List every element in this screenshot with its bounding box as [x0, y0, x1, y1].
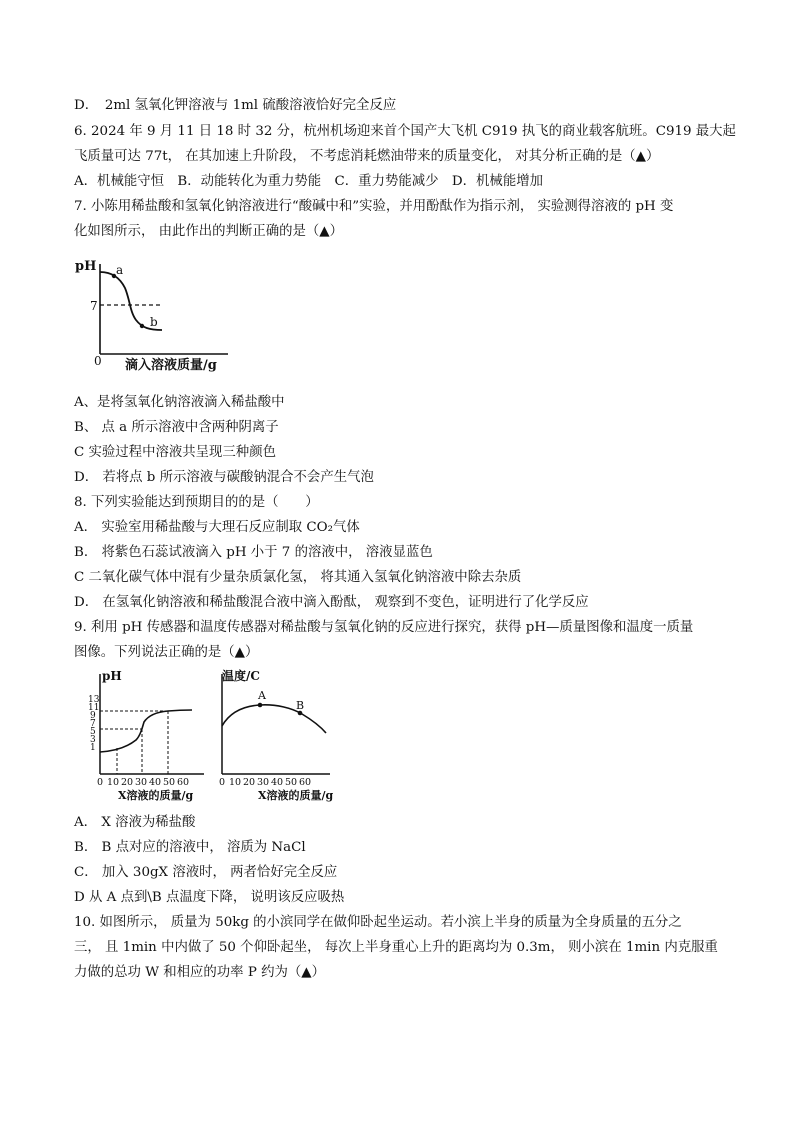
q8-option-d: D． 在氢氧化钠溶液和稀盐酸混合液中滴入酚酞， 观察到不变色，证明进行了化学反应	[74, 595, 589, 610]
q6-stem-line2: 飞质量可达 77t， 在其加速上升阶段， 不考虑消耗燃油带来的质量变化， 对其分析正确的是（▲）	[74, 149, 660, 164]
x-tick-50: 50	[285, 777, 298, 788]
x-tick-0: 0	[97, 777, 104, 788]
origin-label: 0	[94, 354, 102, 368]
q9-ph-graph	[80, 666, 210, 806]
q7-option-b: B、 点 a 所示溶液中含两种阴离子	[74, 420, 279, 435]
q10-stem-line3: 力做的总功 W 和相应的功率 P 约为（▲）	[74, 965, 325, 980]
q9-option-c: C． 加入 30gX 溶液时， 两者恰好完全反应	[74, 865, 338, 880]
x-tick-10: 10	[107, 777, 120, 788]
x-tick-60: 60	[299, 777, 312, 788]
x-tick-40: 40	[271, 777, 284, 788]
x-axis-label: X溶液的质量/g	[258, 789, 334, 802]
point-b-marker	[140, 324, 144, 328]
x-tick-10: 10	[229, 777, 242, 788]
y-tick-5: 5	[90, 727, 96, 737]
q7-option-c: C 实验过程中溶液共呈现三种颜色	[74, 445, 276, 460]
q7-stem-line1: 7. 小陈用稀盐酸和氢氧化钠溶液进行“酸碱中和”实验，并用酚酞作为指示剂， 实验测得溶液的 pH 变	[74, 199, 674, 214]
x-tick-30: 30	[135, 777, 148, 788]
q7-ph-curve-figure	[70, 252, 245, 372]
point-A-marker	[258, 703, 263, 708]
q10-stem-line2: 三， 且 1min 中内做了 50 个仰卧起坐， 每次上半身重心上升的距离均为 0.3m， 则小滨在 1min 内克服重	[74, 940, 718, 955]
y-tick-1: 1	[90, 743, 96, 753]
x-tick-0: 0	[219, 777, 226, 788]
q6-stem-line1: 6. 2024 年 9 月 11 日 18 时 32 分，杭州机场迎来首个国产大飞机 C919 执飞的商业载客航班。C919 最大起	[74, 124, 736, 139]
tick-7: 7	[90, 299, 98, 313]
q9-stem-line2: 图像。下列说法正确的是（▲）	[74, 645, 259, 660]
temperature-curve	[222, 705, 326, 733]
q8-option-b: B． 将紫色石蕊试液滴入 pH 小于 7 的溶液中， 溶液显蓝色	[74, 545, 433, 560]
q8-option-a: A． 实验室用稀盐酸与大理石反应制取 CO₂气体	[74, 520, 360, 535]
x-tick-50: 50	[163, 777, 176, 788]
q7-option-a: A、是将氢氧化钠溶液滴入稀盐酸中	[74, 395, 285, 410]
y-tick-3: 3	[90, 735, 96, 745]
x-tick-20: 20	[121, 777, 134, 788]
q5-option-d: D． 2ml 氢氧化钾溶液与 1ml 硫酸溶液恰好完全反应	[74, 98, 397, 113]
y-axis-label: pH	[102, 669, 122, 683]
y-axis-label: 温度/C	[222, 669, 260, 683]
q9-option-b: B． B 点对应的溶液中， 溶质为 NaCl	[74, 840, 306, 855]
q10-stem-line1: 10. 如图所示， 质量为 50kg 的小滨同学在做仰卧起坐运动。若小滨上半身的质量为全身质量的五分之	[74, 915, 682, 930]
x-tick-60: 60	[177, 777, 190, 788]
q8-stem: 8. 下列实验能达到预期目的的是（ ）	[74, 495, 319, 510]
q6-options: A．机械能守恒 B．动能转化为重力势能 C．重力势能减少 D．机械能增加	[74, 174, 543, 189]
q8-option-c: C 二氧化碳气体中混有少量杂质氯化氢， 将其通入氢氧化钠溶液中除去杂质	[74, 570, 522, 585]
x-axis-label: X溶液的质量/g	[118, 789, 194, 802]
x-tick-40: 40	[149, 777, 162, 788]
q9-option-a: A． X 溶液为稀盐酸	[74, 815, 196, 830]
x-tick-30: 30	[257, 777, 270, 788]
y-tick-7: 7	[90, 719, 96, 729]
y-axis-label: pH	[75, 259, 97, 274]
point-b-label: b	[150, 315, 158, 329]
q7-option-d: D． 若将点 b 所示溶液与碳酸钠混合不会产生气泡	[74, 470, 374, 485]
q9-stem-line1: 9. 利用 pH 传感器和温度传感器对稀盐酸与氢氧化钠的反应进行探究，获得 pH—质量图像和温度一质量	[74, 620, 694, 635]
q9-option-d: D 从 A 点到\B 点温度下降， 说明该反应吸热	[74, 890, 345, 905]
x-tick-20: 20	[243, 777, 256, 788]
y-tick-11: 11	[88, 703, 100, 713]
q9-temperature-graph	[212, 664, 352, 806]
q7-stem-line2: 化如图所示， 由此作出的判断正确的是（▲）	[74, 224, 343, 239]
ph-curve	[100, 710, 192, 752]
y-tick-9: 9	[90, 711, 96, 721]
x-axis-label: 滴入溶液质量/g	[125, 358, 217, 372]
point-A-label: A	[258, 689, 266, 702]
point-a-label: a	[116, 263, 124, 277]
point-B-label: B	[296, 699, 305, 712]
y-tick-13: 13	[88, 695, 100, 705]
